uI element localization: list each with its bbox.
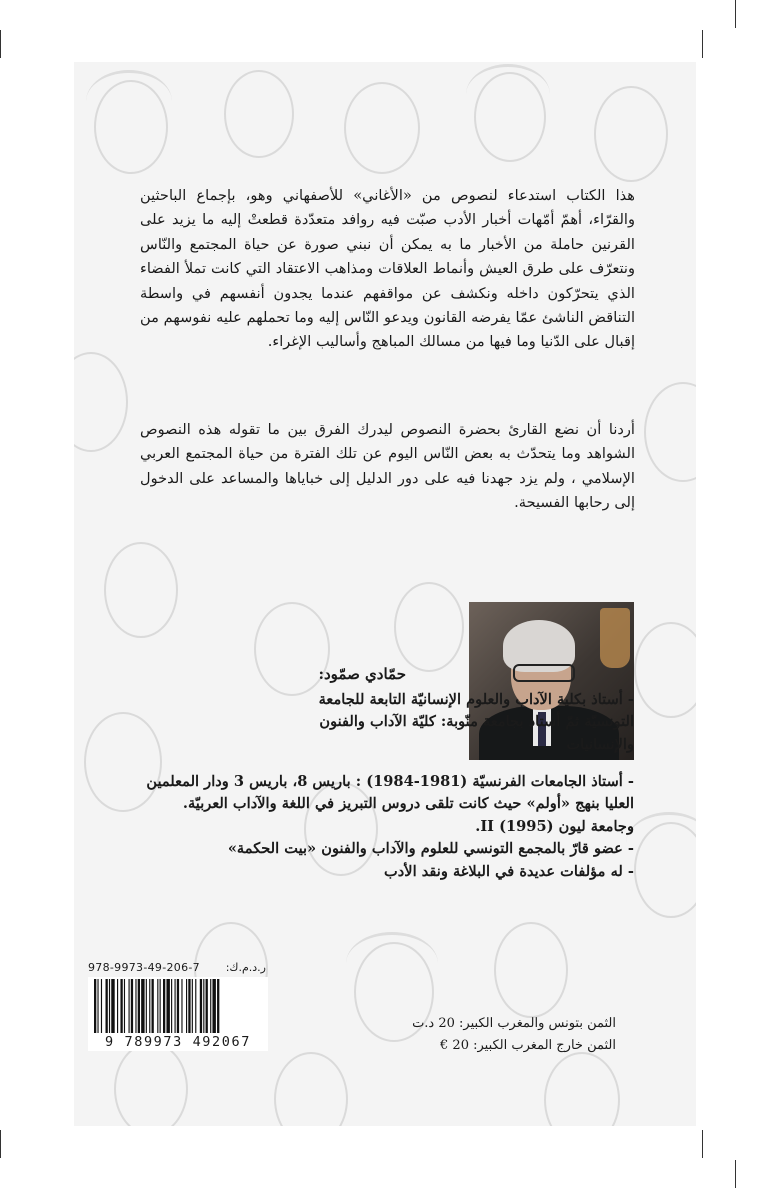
sketch-face — [394, 582, 464, 672]
barcode-bar — [181, 979, 182, 1033]
barcode-bar — [217, 979, 219, 1033]
barcode-bar — [94, 979, 96, 1033]
barcode-bar — [149, 979, 150, 1033]
barcode-bar — [106, 979, 108, 1033]
barcode-bar — [152, 979, 154, 1033]
bio-line: - عضو قارّ بالمجمع التونسي للعلوم والآداب والفنون «بيت الحكمة» — [227, 840, 634, 858]
barcode-bar — [109, 979, 110, 1033]
sketch-face — [274, 1052, 348, 1126]
barcode-bar — [160, 979, 161, 1033]
isbn-label — [88, 961, 266, 974]
sketch-face — [634, 622, 696, 718]
barcode-bar — [186, 979, 187, 1033]
sketch-face — [224, 70, 294, 158]
sketch-face — [594, 86, 668, 182]
barcode-bar — [124, 979, 125, 1033]
barcode-bar — [210, 979, 211, 1033]
barcode-bar — [192, 979, 193, 1033]
barcode-bar — [129, 979, 130, 1033]
barcode-bar — [171, 979, 172, 1033]
barcode-bar — [212, 979, 215, 1033]
synopsis-paragraph: أردنا أن نضع القارئ بحضرة النصوص ليدرك الفرق بين ما تقوله هذه النصوص الشواهد وما يتحدّث به بعض النّاس اليوم عن تلك الفترة من حياة المجتمع العربي الإسلامي ، ولم يزد جهدنا فيه على دور الدليل إلى خباياها والمساعد على الدخول إلى رحابها الفسيحة. — [140, 421, 635, 512]
sketch-face — [344, 82, 420, 174]
isbn-prefix: ر.د.م.ك: — [225, 961, 266, 974]
isbn-number: 978-9973-49-206-7 — [88, 961, 200, 974]
barcode-bar — [163, 979, 165, 1033]
barcode-bar — [131, 979, 133, 1033]
barcode-bar — [188, 979, 190, 1033]
barcode-bar — [135, 979, 136, 1033]
crop-mark — [735, 0, 736, 28]
barcode-bar — [101, 979, 102, 1033]
crop-mark — [702, 1130, 703, 1158]
barcode-digits: 9 789973 492067 — [88, 1034, 268, 1050]
bio-line: - له مؤلفات عديدة في البلاغة ونقد الأدب — [384, 862, 634, 880]
bio-line: العليا بنهج «أولم» حيث كانت تلقى دروس التبريز في اللغة والآداب العربيّة. — [182, 795, 634, 813]
barcode-bar — [111, 979, 114, 1033]
sketch-face — [494, 922, 568, 1018]
sketch-face — [644, 382, 696, 482]
sketch-face — [74, 352, 128, 452]
price-local: الثمن بتونس والمغرب الكبير: 20 د.ت — [412, 1016, 616, 1031]
barcode-bar — [177, 979, 179, 1033]
barcode-bar — [166, 979, 169, 1033]
sketch-hair — [626, 812, 696, 875]
barcode-bar — [138, 979, 140, 1033]
crop-mark — [0, 1130, 1, 1158]
synopsis-paragraph: هذا الكتاب استدعاء لنصوص من «الأغاني» للأصفهاني وهو، بإجماع الباحثين والقرّاء، أهمّ أمّهات أخبار الأدب صبّت فيه روافد متعدّدة قطعتْ إليه ما يزيد على القرنين حاملة من الأخبار ما به يمكن أن نبني صورة عن حياة المجتمع والنّاس ونتعرّف على طرق العيش وأنماط العلاقات ومذاهب الاعتقاد التي كانت تملأ الفضاء الذي يتحرّكون داخله ونكشف عن مواقفهم عندما يجدون أنفسهم في واسطة التناقض الناشئ عمّا يفرضه القانون ويدعو النّاس إليه وما تحملهم عليه نفوسهم من إقبال على الدّنيا وما فيها من مسالك المباهج وأساليب الإغراء. — [140, 187, 635, 351]
barcode-bar — [206, 979, 208, 1033]
barcode-bar — [97, 979, 98, 1033]
bio-line: - أستاذ الجامعات الفرنسيّة (1981-1984) : باريس 8، باريس 3 ودار المعلمين — [146, 773, 634, 790]
crop-mark — [702, 30, 703, 58]
sketch-face — [544, 1052, 620, 1126]
author-credentials — [134, 771, 634, 883]
bio-line: والإنسانيات — [566, 735, 634, 753]
barcode-bar — [120, 979, 122, 1033]
crop-mark — [735, 1160, 736, 1188]
author-name: حمّادي صمّود: — [318, 665, 406, 683]
bio-line: - أستاذ بكلية الآداب والعلوم الإنسانيّة التابعة للجامعة — [318, 691, 634, 708]
sketch-hair — [466, 64, 550, 125]
sketch-hair — [86, 70, 172, 133]
sketch-face — [104, 542, 178, 638]
sketch-hair — [346, 932, 438, 995]
barcode-bar — [175, 979, 176, 1033]
barcode-bars — [88, 977, 268, 1035]
price-abroad: الثمن خارج المغرب الكبير: 20 € — [440, 1038, 616, 1053]
crop-mark — [0, 30, 1, 58]
sketch-face — [114, 1042, 188, 1126]
barcode-bar — [146, 979, 147, 1033]
barcode-bar — [203, 979, 204, 1033]
bio-line: التونسيّة ثمّ أستاذ بجامعة منّوبة: كليّة الآداب والفنون — [319, 713, 634, 731]
barcode-bar — [157, 979, 158, 1033]
barcode-bar — [117, 979, 118, 1033]
barcode-bar — [195, 979, 196, 1033]
author-bio — [304, 689, 634, 756]
bio-line: وجامعة ليون II (1995). — [475, 817, 634, 835]
barcode-bar — [200, 979, 202, 1033]
barcode-bar — [141, 979, 144, 1033]
